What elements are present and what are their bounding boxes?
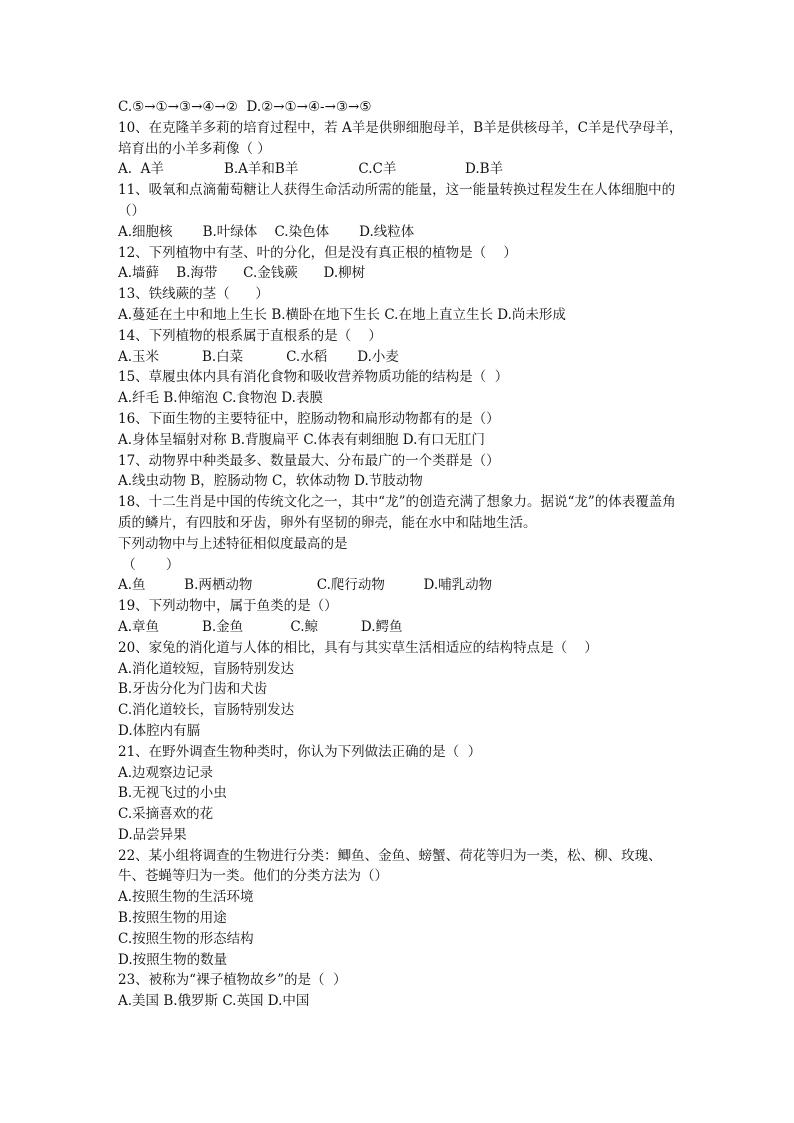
option-line: A.身体呈辐射对称 B.背腹扁平 C.体表有刺细胞 D.有口无肛门 [118, 431, 485, 448]
option-line: A.细胞核 B.叶绿体 C.染色体 D.线粒体 [118, 223, 415, 240]
option-line: C.按照生物的形态结构 [118, 930, 254, 947]
option-line: C.采摘喜欢的花 [118, 806, 214, 823]
question-19: 19、下列动物中，属于鱼类的是（） [118, 598, 338, 615]
question-23: 23、被称为“裸子植物故乡”的是（ ） [118, 972, 347, 989]
option-line: B.无视飞过的小虫 [118, 785, 227, 802]
option-line: A.美国 B.俄罗斯 C.英国 D.中国 [118, 993, 310, 1010]
option-line: A.消化道较短，盲肠特别发达 [118, 660, 295, 677]
question-21: 21、在野外调查生物种类时，你认为下列做法正确的是（ ） [118, 743, 482, 760]
question-10: 10、在克隆羊多莉的培育过程中，若 A羊是供卵细胞母羊，B羊是供核母羊，C羊是代孕母羊，培育出的小羊多莉像（ ） [118, 119, 683, 157]
question-14: 14、下列植物的根系属于直根系的是（ ） [118, 327, 382, 344]
option-line: D.品尝异果 [118, 826, 187, 843]
option-line: A.蔓延在土中和地上生长 B.横卧在地下生长 C.在地上直立生长 D.尚未形成 [118, 306, 566, 323]
option-line: A.玉米 B.白菜 C.水稻 D.小麦 [118, 348, 399, 365]
option-line: A.墙藓 B.海带 C.金钱蕨 D.柳树 [118, 265, 366, 282]
answer-blank: （ ） [118, 556, 180, 573]
question-13: 13、铁线蕨的茎（ ） [118, 286, 269, 303]
option-line: A.鱼 B.两栖动物 C.爬行动物 D.哺乳动物 [118, 577, 493, 594]
question-16: 16、下面生物的主要特征中，腔肠动物和扁形动物都有的是（） [118, 410, 500, 427]
option-line: A.按照生物的生活环境 [118, 889, 254, 906]
question-12: 12、下列植物中有茎、叶的分化，但是没有真正根的植物是（ ） [118, 244, 517, 261]
question-17: 17、动物界中种类最多、数量最大、分布最广的一个类群是（） [118, 452, 500, 469]
option-line: A.边观察边记录 [118, 764, 214, 781]
question-15: 15、草履虫体内具有消化食物和吸收营养物质功能的结构是（ ） [118, 369, 509, 386]
option-line: A.纤毛 B.伸缩泡 C.食物泡 D.表膜 [118, 390, 323, 407]
option-line: B.按照生物的用途 [118, 910, 227, 927]
option-line: A.线虫动物 B，腔肠动物 C，软体动物 D.节肢动物 [118, 473, 423, 490]
option-line: D.按照生物的数量 [118, 951, 228, 968]
option-line: D.体腔内有膈 [118, 722, 201, 739]
option-line: B.牙齿分化为门齿和犬齿 [118, 681, 268, 698]
question-18: 18、十二生肖是中国的传统文化之一，其中“龙”的创造充满了想象力。据说“龙”的体表覆盖角质的鳞片，有四肢和牙齿，卵外有坚韧的卵壳，能在水中和陆地生活。 [118, 494, 676, 531]
document-body [118, 97, 686, 1012]
question-22: 22、某小组将调查的生物进行分类：鲫鱼、金鱼、螃蟹、荷花等归为一类，松、柳、玫瑰、牛、苍蝇等归为一类。他们的分类方法为（） [118, 847, 662, 885]
option-line: A.章鱼 B.金鱼 C.鲸 D.鳄鱼 [118, 618, 403, 635]
option-line: A. A羊 B.A羊和B羊 C.C羊 D.B羊 [118, 161, 504, 178]
question-11: 11、吸氧和点滴葡萄糖让人获得生命活动所需的能量，这一能量转换过程发生在人体细胞中的（） [118, 182, 676, 219]
option-line: C.⑤→①→③→④→② D.②→①→④-→③→⑤ [118, 99, 372, 115]
question-20: 20、家兔的消化道与人体的相比，具有与其实草生活相适应的结构特点是（ ） [118, 639, 598, 656]
question-18-prompt: 下列动物中与上述特征相似度最高的是 [118, 535, 348, 552]
option-line: C.消化道较长，盲肠特别发达 [118, 702, 295, 719]
